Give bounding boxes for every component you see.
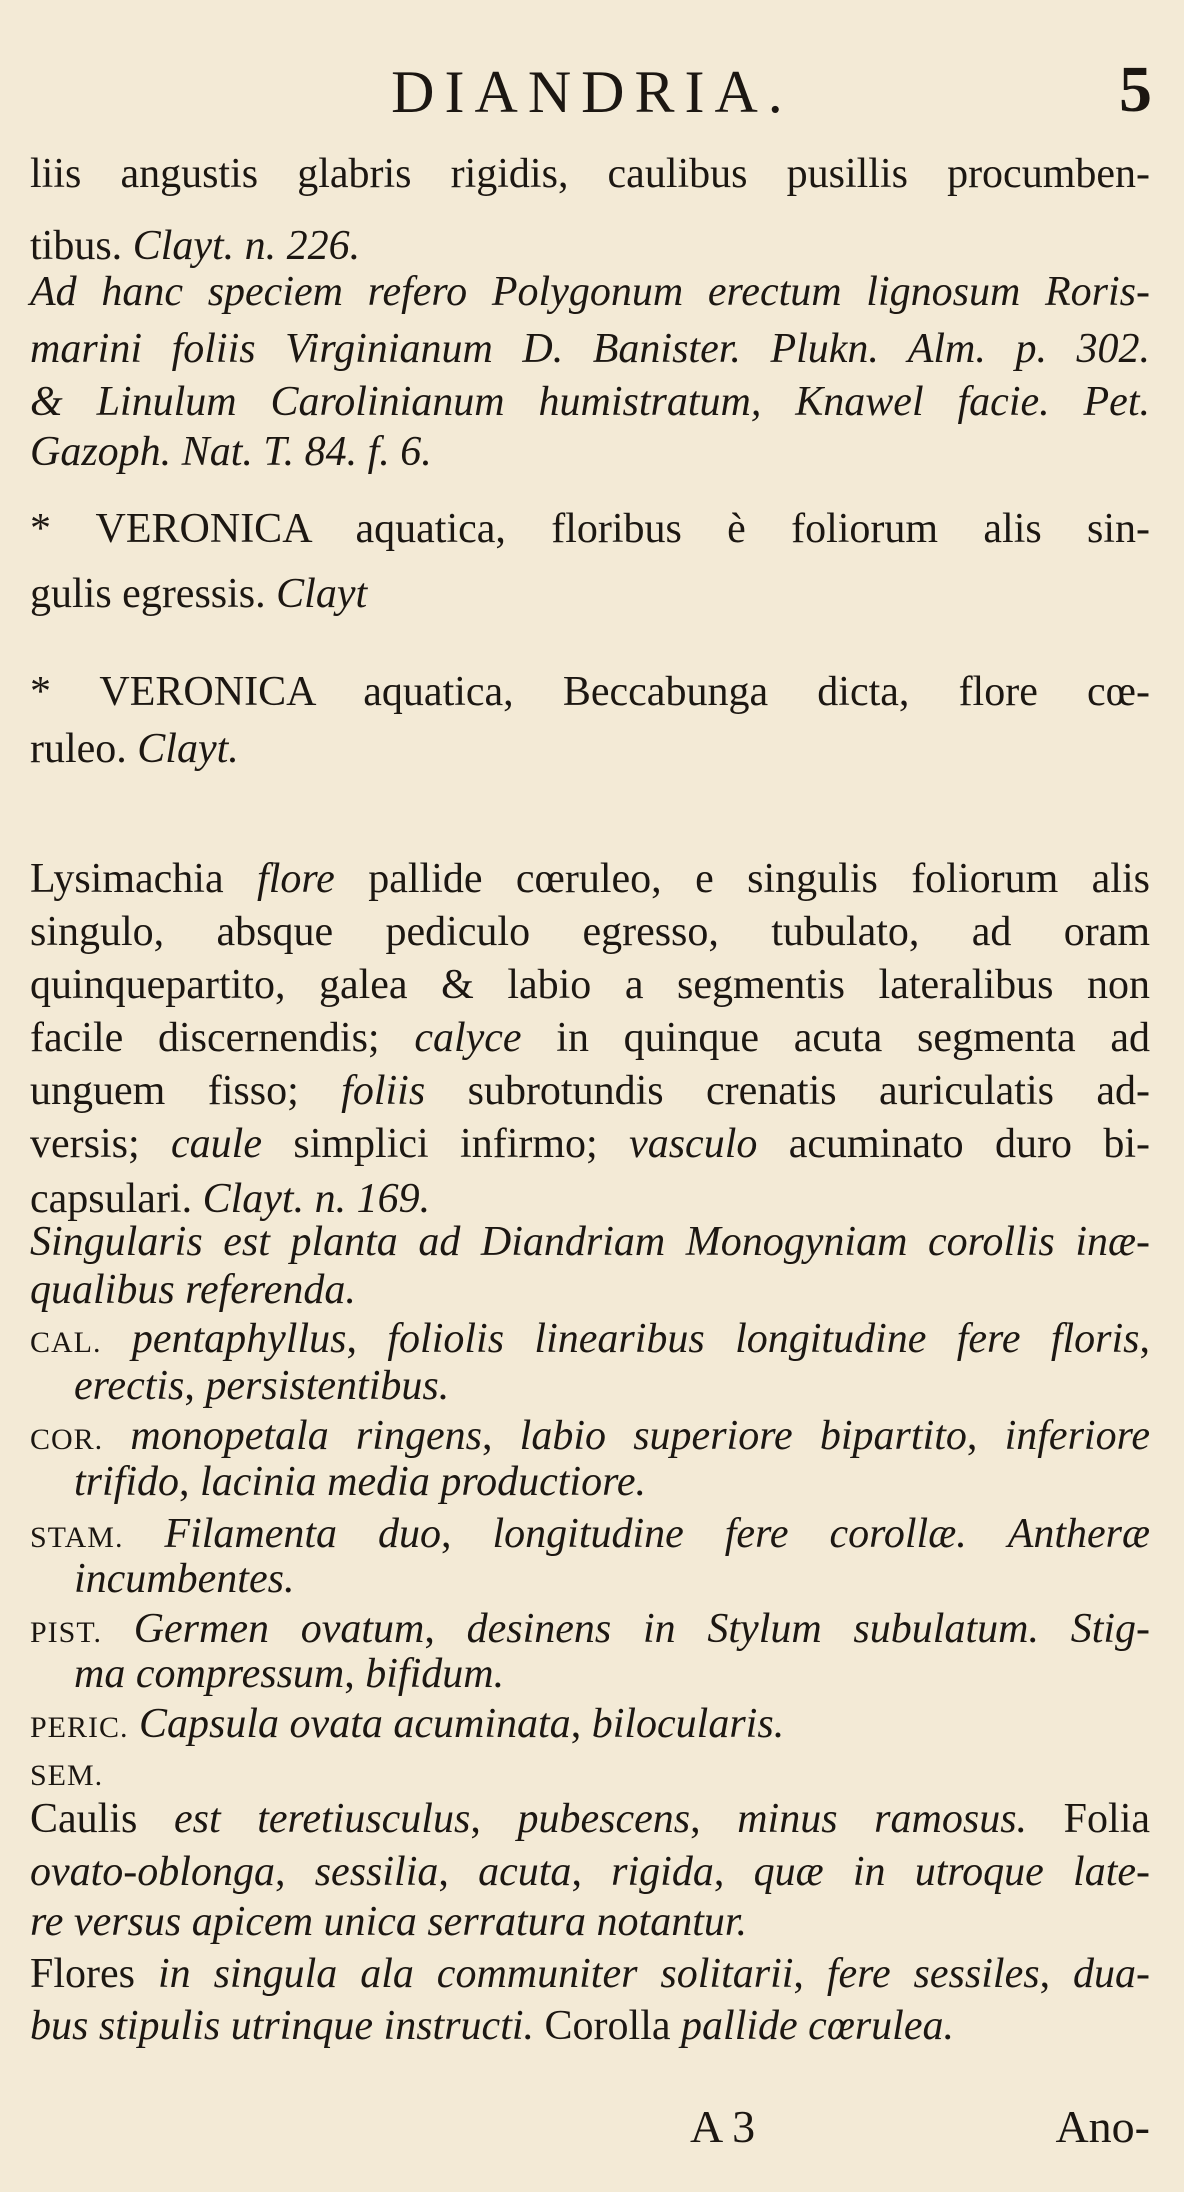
- text-line: [30, 378, 1150, 426]
- section-label: PIST.: [30, 1616, 102, 1649]
- italic-text: persistentibus.: [205, 1363, 450, 1409]
- roman-text: Folia: [1027, 1796, 1151, 1842]
- roman-text: ,: [793, 1951, 827, 1997]
- roman-text: ,: [470, 1796, 518, 1842]
- italic-text: Clayt. n. 226.: [132, 223, 361, 269]
- italic-text: Filamenta duo: [164, 1511, 442, 1557]
- roman-text: ,: [438, 1849, 479, 1895]
- roman-text: acuminato duro bi-: [757, 1121, 1151, 1167]
- roman-text: ,: [571, 1849, 612, 1895]
- text-line: [30, 222, 1150, 270]
- roman-text: subrotundis crenatis auriculatis ad-: [425, 1068, 1151, 1114]
- roman-text: capsulari.: [30, 1176, 203, 1222]
- text-line: [30, 1120, 1150, 1168]
- catchword: Ano-: [1055, 2101, 1150, 2152]
- roman-text: facile discernendis;: [30, 1015, 415, 1061]
- text-line: [30, 1748, 1150, 1800]
- italic-text: longitudine fere corollæ.: [492, 1511, 967, 1557]
- section-label: SEM.: [30, 1759, 104, 1792]
- italic-text: re versus apicem unica serratura notantur.: [30, 1899, 748, 1945]
- text-line: [30, 2002, 1150, 2050]
- roman-text: simplici infirmo;: [261, 1121, 630, 1167]
- text-line: [30, 855, 1150, 903]
- roman-text: [103, 1413, 130, 1459]
- page-number: 5: [1119, 53, 1152, 126]
- text-line: [30, 325, 1150, 373]
- roman-text: tibus.: [30, 223, 133, 269]
- text-line: [30, 150, 1150, 198]
- italic-text: minus ramosus.: [737, 1796, 1028, 1842]
- italic-text: caule: [171, 1121, 262, 1167]
- italic-text: Antheræ: [1007, 1511, 1151, 1557]
- roman-text: versis;: [30, 1121, 172, 1167]
- italic-text: Clayt: [276, 571, 368, 617]
- roman-text: [123, 1511, 164, 1557]
- roman-text: Corolla: [534, 2003, 682, 2049]
- italic-text: monopetala ringens: [130, 1413, 482, 1459]
- roman-text: * VERONICA aquatica, floribus è foliorum alis sin-: [30, 506, 1150, 552]
- roman-text: ,: [179, 1459, 201, 1505]
- section-label: COR.: [30, 1423, 104, 1456]
- italic-text: est teretiusculus: [173, 1796, 471, 1842]
- roman-text: [967, 1511, 1008, 1557]
- roman-text: Flores: [30, 1951, 158, 1997]
- italic-text: qualibus referenda.: [30, 1267, 356, 1313]
- text-line: [74, 1458, 1150, 1506]
- roman-text: ,: [184, 1363, 206, 1409]
- italic-text: vasculo: [629, 1121, 758, 1167]
- italic-text: foliolis linearibus longitudine fere floris: [387, 1316, 1140, 1362]
- roman-text: liis angustis glabris rigidis, caulibus pusillis procumben-: [30, 151, 1150, 197]
- text-line: [30, 1315, 1150, 1367]
- italic-text: bus stipulis utrinque instructi.: [30, 2003, 535, 2049]
- roman-text: [102, 1316, 132, 1362]
- italic-text: bilocularis.: [591, 1701, 785, 1747]
- italic-text: ma compressum: [74, 1651, 345, 1697]
- italic-text: rigida: [611, 1849, 714, 1895]
- italic-text: sessilia: [314, 1849, 439, 1895]
- text-line: [74, 1650, 1150, 1698]
- text-line: [30, 1014, 1150, 1062]
- italic-text: Singularis est planta ad Diandriam Monogyniam corollis inæ-: [30, 1219, 1150, 1265]
- section-label: STAM.: [30, 1521, 124, 1554]
- italic-text: ovato-oblonga: [30, 1849, 275, 1895]
- roman-text: unguem fisso;: [30, 1068, 342, 1114]
- italic-text: incumbentes.: [74, 1556, 295, 1602]
- italic-text: pubescens: [517, 1796, 691, 1842]
- text-line: [30, 268, 1150, 316]
- roman-text: [129, 1701, 140, 1747]
- roman-text: Caulis: [30, 1796, 174, 1842]
- roman-text: ,: [1139, 1316, 1151, 1362]
- roman-text: ,: [570, 1701, 592, 1747]
- roman-text: ,: [690, 1796, 738, 1842]
- text-line: [30, 1175, 1150, 1223]
- text-line: [30, 570, 1150, 618]
- italic-text: Germen ovatum: [133, 1606, 425, 1652]
- roman-text: [1039, 1606, 1071, 1652]
- text-line: [30, 1898, 1150, 1946]
- italic-text: lacinia media productiore.: [200, 1459, 647, 1505]
- roman-text: [102, 1606, 134, 1652]
- italic-text: inferiore: [1004, 1413, 1151, 1459]
- italic-text: marini foliis Virginianum D. Banister. Plukn. Alm. p. 302.: [30, 326, 1150, 372]
- italic-text: Capsula ovata acuminata: [139, 1701, 571, 1747]
- italic-text: bifidum.: [365, 1651, 505, 1697]
- text-line: [30, 1067, 1150, 1115]
- text-line: [30, 1218, 1150, 1266]
- roman-text: ,: [344, 1651, 366, 1697]
- italic-text: Clayt.: [137, 726, 239, 772]
- roman-text: ,: [966, 1413, 1005, 1459]
- italic-text: in singula ala communiter solitarii: [157, 1951, 794, 1997]
- text-line: [30, 725, 1150, 773]
- italic-text: dua-: [1073, 1951, 1151, 1997]
- roman-text: ,: [346, 1316, 388, 1362]
- signature-mark: A 3: [690, 2101, 756, 2152]
- italic-text: Ad hanc speciem refero Polygonum erectum lignosum Roris-: [30, 269, 1150, 315]
- italic-text: erectis: [74, 1363, 185, 1409]
- text-line: [30, 668, 1150, 716]
- italic-text: & Linulum Carolinianum humistratum, Knawel facie. Pet.: [30, 379, 1150, 425]
- text-line: [30, 428, 1150, 476]
- italic-text: pentaphyllus: [131, 1316, 347, 1362]
- text-line: [30, 1795, 1150, 1843]
- italic-text: fere sessiles: [826, 1951, 1040, 1997]
- roman-text: Lysimachia: [30, 856, 258, 902]
- italic-text: Clayt. n. 169.: [202, 1176, 431, 1222]
- text-line: [30, 1266, 1150, 1314]
- roman-text: ,: [713, 1849, 754, 1895]
- italic-text: quæ in utroque late-: [753, 1849, 1151, 1895]
- italic-text: calyce: [414, 1015, 522, 1061]
- text-line: [30, 505, 1150, 553]
- italic-text: Stig-: [1070, 1606, 1151, 1652]
- roman-text: gulis egressis.: [30, 571, 277, 617]
- roman-text: in quinque acuta segmenta ad: [521, 1015, 1151, 1061]
- roman-text: * VERONICA aquatica, Beccabunga dicta, flore cœ-: [30, 669, 1150, 715]
- italic-text: foliis: [341, 1068, 426, 1114]
- italic-text: acuta: [478, 1849, 572, 1895]
- roman-text: ruleo.: [30, 726, 138, 772]
- text-line: [74, 1555, 1150, 1603]
- roman-text: ,: [441, 1511, 493, 1557]
- running-head: DIANDRIA.: [391, 59, 793, 125]
- roman-text: ,: [481, 1413, 520, 1459]
- italic-text: flore: [257, 856, 335, 902]
- text-line: [30, 1700, 1150, 1752]
- roman-text: ,: [274, 1849, 315, 1895]
- italic-text: Gazoph. Nat. T. 84. f. 6.: [30, 429, 432, 475]
- roman-text: quinquepartito, galea & labio a segmentis lateralibus non: [30, 962, 1150, 1008]
- text-line: [30, 961, 1150, 1009]
- text-line: [30, 1412, 1150, 1464]
- text-line: [30, 908, 1150, 956]
- italic-text: pallide cœrulea.: [681, 2003, 954, 2049]
- section-label: PERIC.: [30, 1711, 129, 1744]
- roman-text: ,: [424, 1606, 467, 1652]
- roman-text: pallide cœruleo, e singulis foliorum alis: [334, 856, 1150, 902]
- text-line: [30, 1848, 1150, 1896]
- italic-text: trifido: [74, 1459, 180, 1505]
- italic-text: labio superiore bipartito: [519, 1413, 967, 1459]
- text-line: [30, 1950, 1150, 1998]
- roman-text: singulo, absque pediculo egresso, tubulato, ad oram: [30, 909, 1150, 955]
- roman-text: ,: [1039, 1951, 1074, 1997]
- section-label: CAL.: [30, 1326, 102, 1359]
- italic-text: desinens in Stylum subulatum.: [466, 1606, 1039, 1652]
- text-line: [74, 1362, 1150, 1410]
